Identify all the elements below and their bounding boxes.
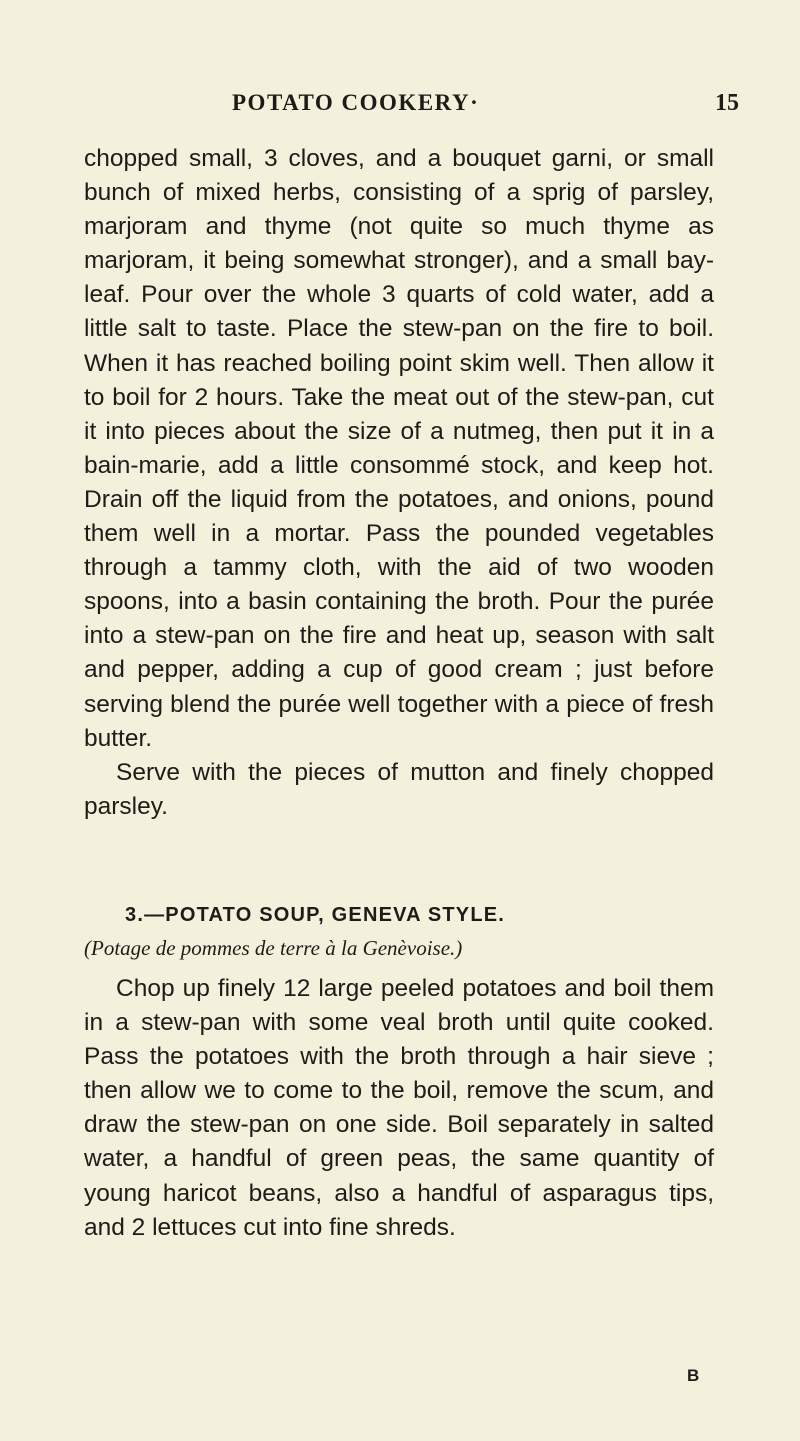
- page-number: 15: [715, 90, 739, 116]
- continuation-paragraph: chopped small, 3 cloves, and a bouquet garni, or small bunch of mixed herbs, consisting of a sprig of parsley, marjoram and thyme (not quite so much thyme as marjoram, it being somewhat stronger), and a small bay-leaf. Pour over the whole 3 quarts of cold water, add a little salt to taste. Place the stew-pan on the fire to boil. When it has reached boiling point skim well. Then allow it to boil for 2 hours. Take the meat out of the stew-pan, cut it into pieces about the size of a nutmeg, then put it in a bain-marie, add a little consommé stock, and keep hot. Drain off the liquid from the potatoes, and onions, pound them well in a mortar. Pass the pounded vegetables through a tammy cloth, with the aid of two wooden spoons, into a basin containing the broth. Pour the purée into a stew-pan on the fire and heat up, season with salt and pepper, adding a cup of good cream ; just before serving blend the purée well together with a piece of fresh butter.: [84, 145, 714, 752]
- recipe-paragraph: Chop up finely 12 large peeled potatoes and boil them in a stew-pan with some veal broth until quite cooked. Pass the potatoes with the broth through a hair sieve ; then allow we to come to the boil, remove the scum, and draw the stew-pan on one side. Boil separately in salted water, a handful of green peas, the same quantity of young haricot beans, also a handful of asparagus tips, and 2 lettuces cut into fine shreds.: [84, 975, 714, 1241]
- running-title: POTATO COOKERY·: [232, 90, 480, 115]
- signature-mark: B: [687, 1366, 700, 1385]
- serving-paragraph: Serve with the pieces of mutton and finely chopped parsley.: [84, 758, 714, 820]
- recipe-heading: 3.—POTATO SOUP, GENEVA STYLE.: [125, 904, 506, 926]
- running-head: [0, 90, 800, 120]
- recipe-text: [84, 972, 714, 1245]
- continuation-text: [84, 142, 714, 824]
- recipe-subheading: (Potage de pommes de terre à la Genèvoise.): [84, 936, 463, 960]
